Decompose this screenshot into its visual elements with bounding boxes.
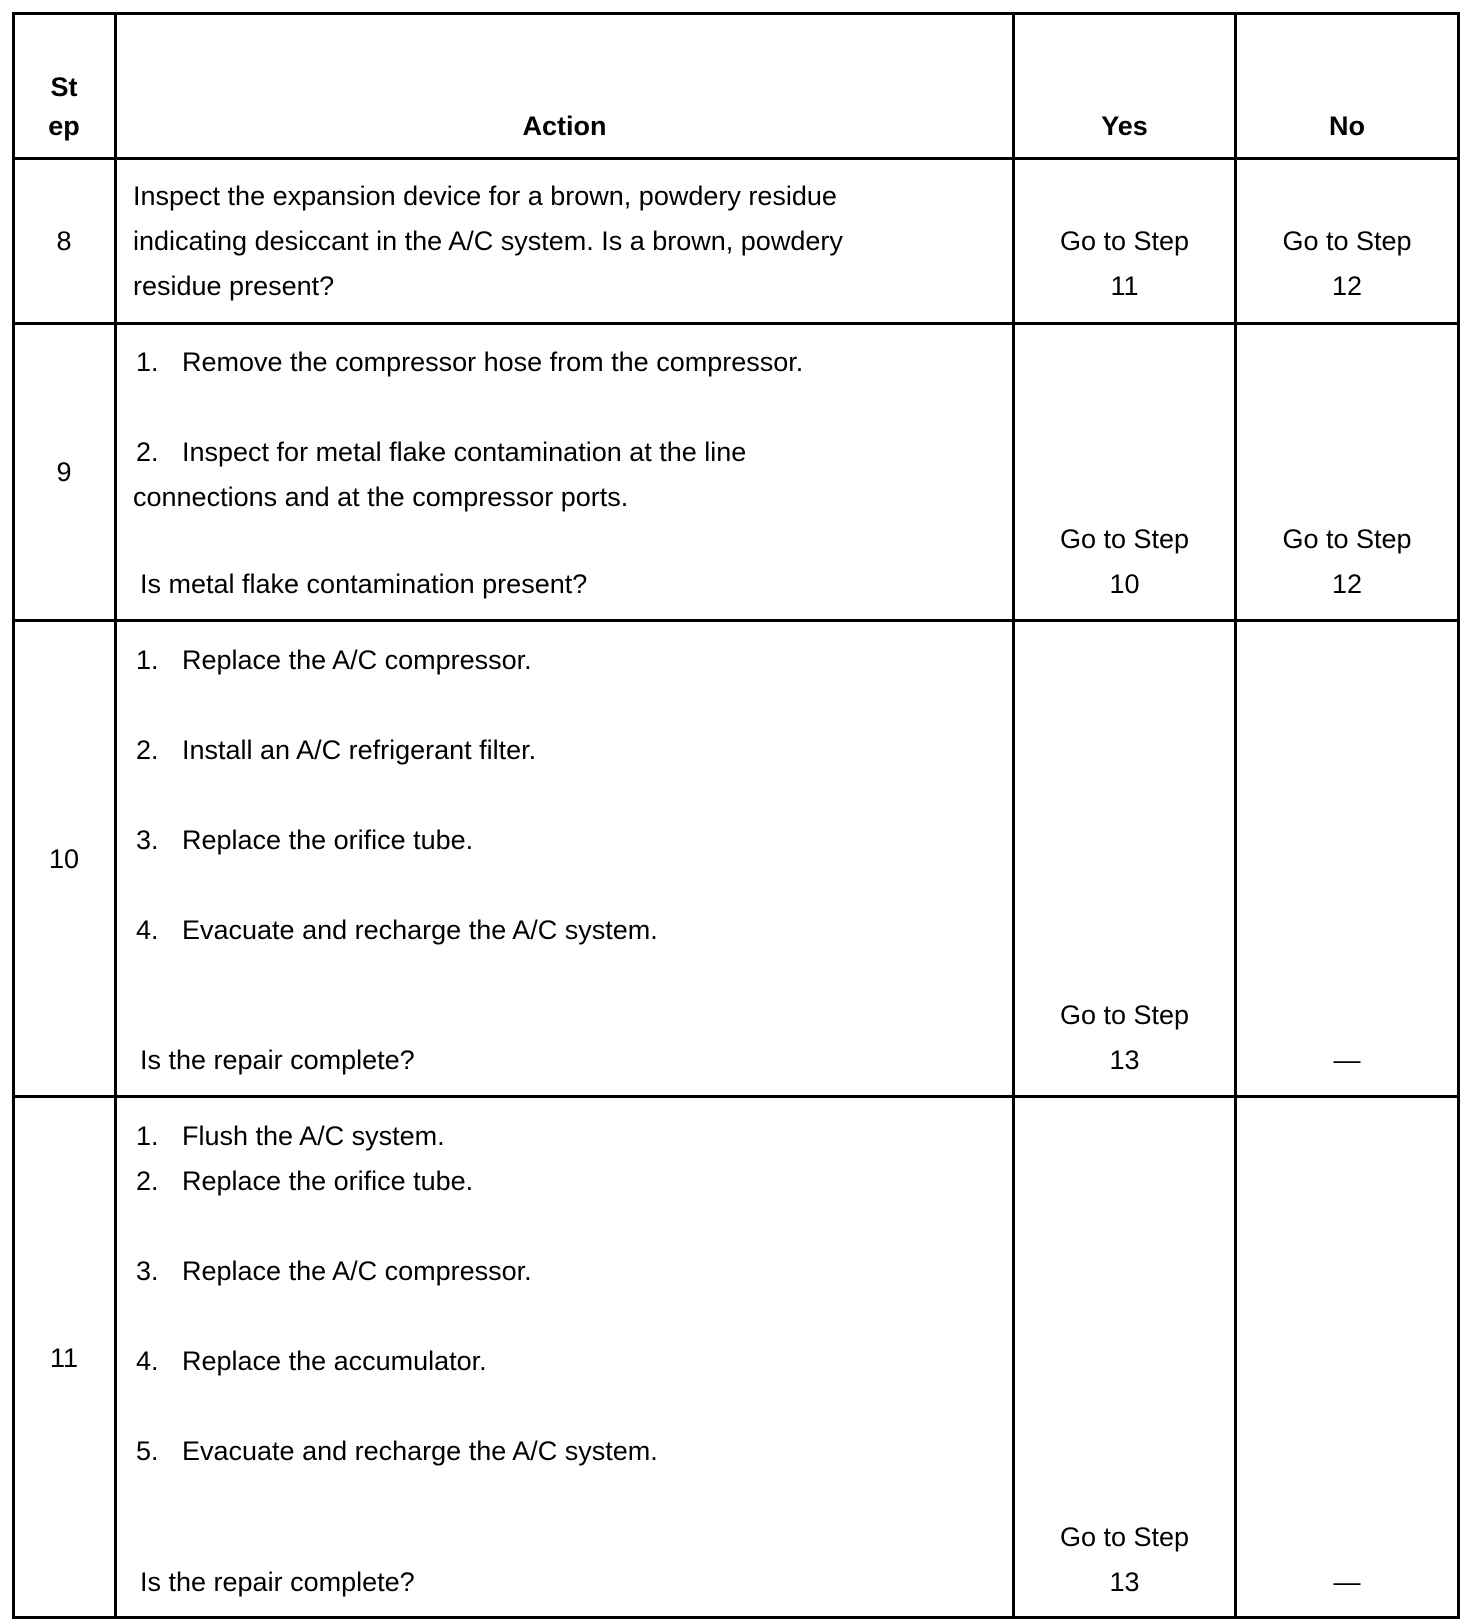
item-text: Replace the accumulator. (182, 1346, 487, 1376)
item-text: Evacuate and recharge the A/C system. (182, 915, 658, 945)
item-number: 5. (136, 1436, 159, 1466)
item-text: Replace the A/C compressor. (182, 645, 532, 675)
yes-go-to-step-label: Go to Step (1059, 226, 1190, 256)
action-text-line: indicating desiccant in the A/C system. Is a brown, powdery (133, 226, 843, 256)
list-item (136, 430, 746, 475)
list-item (136, 818, 473, 863)
no-go-to-step-label: Go to Step (1282, 524, 1412, 554)
item-text: Flush the A/C system. (182, 1121, 445, 1151)
yes-step-number: 11 (1110, 271, 1139, 301)
item-text: Replace the orifice tube. (182, 825, 474, 855)
header-yes: Yes (1101, 111, 1148, 141)
row-divider (12, 157, 1460, 160)
item-number: 2. (136, 437, 159, 467)
header-step-line1: St (50, 72, 78, 102)
question-text: Is the repair complete? (140, 1045, 415, 1075)
item-text: Evacuate and recharge the A/C system. (182, 1436, 658, 1466)
item-number: 1. (136, 645, 159, 675)
item-number: 4. (136, 1346, 159, 1376)
list-item (136, 638, 532, 683)
item-number: 2. (136, 1166, 159, 1196)
step-number: 9 (56, 457, 72, 487)
no-dash: — (1333, 1045, 1361, 1075)
header-no: No (1329, 111, 1365, 141)
no-dash: — (1333, 1567, 1361, 1597)
question-text: Is the repair complete? (140, 1567, 415, 1597)
yes-step-number: 13 (1109, 1567, 1140, 1597)
item-number: 2. (136, 735, 159, 765)
yes-go-to-step-label: Go to Step (1059, 524, 1190, 554)
question-text: Is metal flake contamination present? (140, 569, 588, 599)
header-step-line2: ep (48, 111, 80, 141)
item-text: Install an A/C refrigerant filter. (182, 735, 537, 765)
item-number: 3. (136, 825, 159, 855)
item-text: Replace the orifice tube. (182, 1166, 474, 1196)
item-number: 4. (136, 915, 159, 945)
step-number: 10 (48, 844, 80, 874)
table-border-bottom (12, 1616, 1460, 1619)
item-text-continued: connections and at the compressor ports. (133, 482, 629, 512)
yes-go-to-step-label: Go to Step (1059, 1522, 1190, 1552)
no-step-number: 12 (1331, 569, 1363, 599)
item-text: Inspect for metal flake contamination at the line (182, 437, 747, 467)
row-divider (12, 322, 1460, 325)
step-number: 8 (56, 226, 72, 256)
row-divider (12, 619, 1460, 622)
header-action: Action (522, 111, 607, 141)
item-number: 1. (136, 347, 159, 377)
no-go-to-step-label: Go to Step (1282, 226, 1412, 256)
yes-step-number: 13 (1109, 1045, 1140, 1075)
list-item (136, 728, 536, 773)
list-item (136, 340, 803, 385)
row-divider (12, 1095, 1460, 1098)
list-item (136, 908, 658, 953)
item-number: 1. (136, 1121, 159, 1151)
list-item (136, 1114, 445, 1159)
action-text-line: Inspect the expansion device for a brown, powdery residue (133, 181, 837, 211)
action-text-line: residue present? (133, 271, 335, 301)
list-item (136, 1249, 532, 1294)
item-text: Remove the compressor hose from the compressor. (182, 347, 804, 377)
table-border-top (12, 12, 1460, 15)
item-text: Replace the A/C compressor. (182, 1256, 532, 1286)
list-item (136, 1159, 473, 1204)
yes-go-to-step-label: Go to Step (1059, 1000, 1190, 1030)
list-item (136, 1339, 487, 1384)
table-border-right (1457, 13, 1460, 1618)
list-item (136, 1429, 658, 1474)
yes-step-number: 10 (1109, 569, 1140, 599)
no-step-number: 12 (1331, 271, 1363, 301)
item-number: 3. (136, 1256, 159, 1286)
column-divider (114, 13, 117, 1618)
step-number: 11 (49, 1343, 79, 1373)
